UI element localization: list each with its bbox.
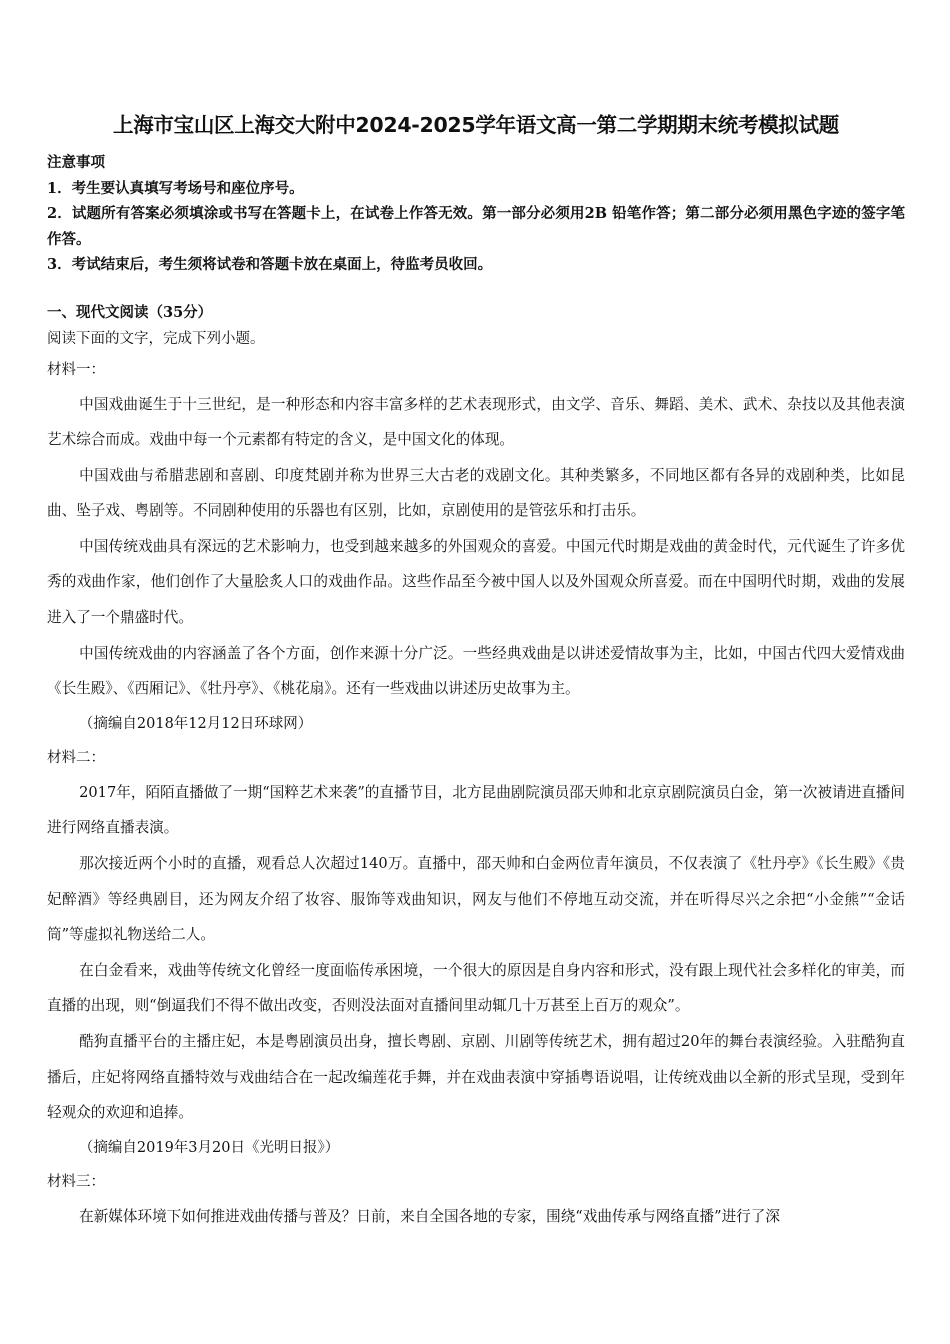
material-3 (47, 1165, 905, 1235)
material-label: 材料三： (47, 1173, 105, 1190)
paragraph: 中国戏曲诞生于十三世纪，是一种形态和内容丰富多样的艺术表现形式，由文学、音乐、舞蹈、美术、武术、杂技以及其他表演艺术综合而成。戏曲中每一个元素都有特定的含义，是中国文化的体现。 (47, 395, 905, 449)
material-2 (47, 741, 905, 1165)
page-title: 上海市宝山区上海交大附中2024-2025学年语文高一第二学期期末统考模拟试题 (113, 113, 839, 137)
note-item: 1．考生要认真填写考场号和座位序号。 (47, 179, 304, 197)
paragraph: 在白金看来，戏曲等传统文化曾经一度面临传承困境，一个很大的原因是自身内容和形式，没有跟上现代社会多样化的审美，而直播的出现，则“倒逼我们不得不做出改变，否则没法面对直播间里动辄几十万甚至上百万的观众”。 (47, 961, 905, 1015)
paragraph: 中国戏曲与希腊悲剧和喜剧、印度梵剧并称为世界三大古老的戏剧文化。其种类繁多，不同地区都有各异的戏剧种类，比如昆曲、坠子戏、粤剧等。不同剧种使用的乐器也有区别，比如，京剧使用的是管弦乐和打击乐。 (47, 466, 905, 520)
section-instruction: 阅读下面的文字，完成下列小题。 (47, 330, 265, 347)
material-1 (47, 353, 905, 741)
paragraph: 在新媒体环境下如何推进戏曲传播与普及？日前，来自全国各地的专家，围绕“戏曲传承与网络直播”进行了深 (79, 1207, 780, 1225)
paragraph: 中国传统戏曲具有深远的艺术影响力，也受到越来越多的外国观众的喜爱。中国元代时期是戏曲的黄金时代，元代诞生了许多优秀的戏曲作家，他们创作了大量脍炙人口的戏曲作品。这些作品至今被中国人以及外国观众所喜爱。而在中国明代时期，戏曲的发展进入了一个鼎盛时代。 (47, 537, 905, 627)
paragraph: 酷狗直播平台的主播庄妃，本是粤剧演员出身，擅长粤剧、京剧、川剧等传统艺术，拥有超过20年的舞台表演经验。入驻酷狗直播后，庄妃将网络直播特效与戏曲结合在一起改编莲花手舞，并在戏曲表演中穿插粤语说唱，让传统戏曲以全新的形式呈现，受到年轻观众的欢迎和追捧。 (47, 1033, 905, 1122)
source-citation: （摘编自2019年3月20日《光明日报》） (78, 1139, 340, 1156)
paragraph: 那次接近两个小时的直播，观看总人次超过140万。直播中，邵天帅和白金两位青年演员，不仅表演了《牡丹亭》《长生殿》《贵妃醉酒》等经典剧目，还为网友介绍了妆容、服饰等戏曲知识，网友与他们不停地互动交流，并在听得尽兴之余把“小金熊”“金话筒”等虚拟礼物送给二人。 (47, 855, 905, 944)
paragraph: 中国传统戏曲的内容涵盖了各个方面，创作来源十分广泛。一些经典戏曲是以讲述爱情故事为主，比如，中国古代四大爱情戏曲《长生殿》、《西厢记》、《牡丹亭》、《桃花扇》。还有一些戏曲以讲述历史故事为主。 (47, 644, 905, 698)
notes-heading: 注意事项 (47, 154, 105, 171)
material-label: 材料二： (47, 749, 105, 766)
source-citation: （摘编自2018年12月12日环球网） (78, 715, 313, 732)
note-item: 2．试题所有答案必须填涂或书写在答题卡上，在试卷上作答无效。第一部分必须用2B 铅笔作答；第二部分必须用黑色字迹的签字笔作答。 (47, 205, 905, 248)
exam-page (47, 108, 905, 1234)
paragraph: 2017年，陌陌直播做了一期“国粹艺术来袭”的直播节目，北方昆曲剧院演员邵天帅和北京京剧院演员白金，第一次被请进直播间进行网络直播表演。 (47, 783, 905, 837)
material-label: 材料一： (47, 361, 105, 378)
note-item: 3．考试结束后，考生须将试卷和答题卡放在桌面上，待监考员收回。 (47, 256, 493, 273)
section-heading: 一、现代文阅读（35分） (47, 303, 213, 321)
notes-block (47, 150, 905, 278)
